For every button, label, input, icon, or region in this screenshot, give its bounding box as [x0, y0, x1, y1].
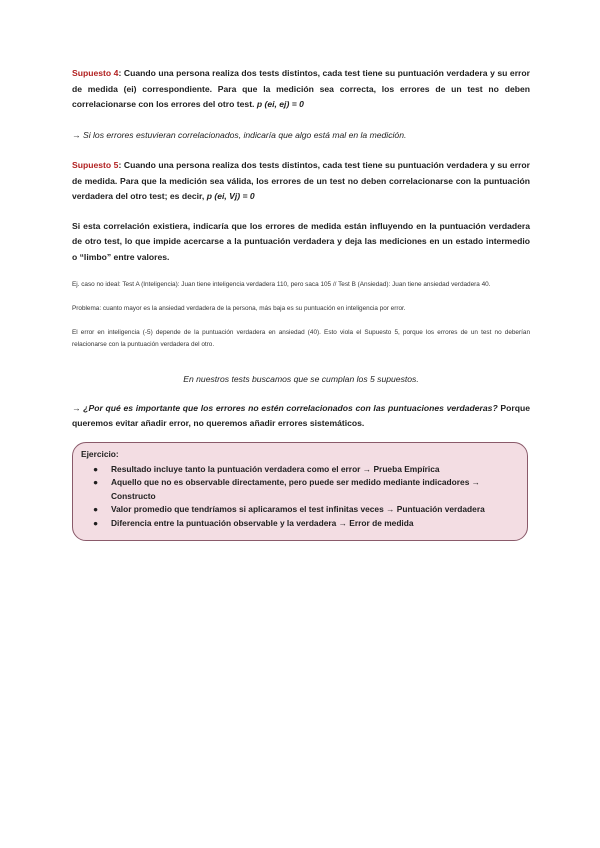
answer-text: Porque queremos evitar añadir error, no queremos añadir errores sistemáticos.	[72, 402, 530, 428]
exercise-list	[81, 463, 519, 531]
supuesto-5-formula: p (ei, Vj) = 0	[204, 191, 255, 201]
centered-statement: En nuestros tests buscamos que se cumplan los 5 supuestos.	[183, 374, 419, 384]
question-paragraph	[72, 401, 530, 432]
question-text: → ¿Por qué es importante que los errores no estén correlacionados con las puntuaciones verdaderas?	[72, 402, 498, 413]
supuesto-4-label: Supuesto 4	[72, 68, 119, 78]
example-case: Ej. caso no ideal: Test A (Inteligencia): Juan tiene inteligencia verdadera 110, pero saca 105 // Test B (Ansiedad): Juan tiene ansiedad verdadera 40.	[72, 281, 491, 288]
exercise-box	[72, 442, 528, 542]
exercise-title: Ejercicio:	[81, 448, 119, 459]
bullet-icon: ●	[93, 477, 99, 487]
correlation-explanation: Si esta correlación existiera, indicaría que los errores de medida están influyendo en la puntuación verdadera de otro test, lo que impide acercarse a la puntuación verdadera y deja las mediciones en un estado intermedio o “limbo” entre valores.	[72, 220, 530, 262]
supuesto-4-paragraph	[72, 66, 530, 113]
example-problem: Problema: cuanto mayor es la ansiedad verdadera de la persona, más baja es su puntuación en inteligencia por error.	[72, 305, 406, 312]
list-item: ● Resultado incluye tanto la puntuación verdadera como el error → Prueba Empírica	[111, 463, 519, 477]
list-item: ● Aquello que no es observable directamente, pero puede ser medido mediante indicadores → Constructo	[93, 477, 481, 501]
supuesto-4-formula: p (ei, ej) = 0	[254, 99, 304, 109]
supuesto-5-paragraph	[72, 158, 530, 205]
list-item: ● Diferencia entre la puntuación observable y la verdadera → Error de medida	[111, 517, 519, 531]
supuesto-5-text: : Cuando una persona realiza dos tests distintos, cada test tiene su puntuación verdadera y su error de medida. Para que la medición sea válida, los errores de un test no deben correlacionarse con la puntuación verdadera del otro test; es decir,	[72, 160, 530, 201]
document-page	[72, 66, 530, 541]
bullet-icon: ●	[93, 504, 99, 514]
list-item: ● Valor promedio que tendríamos si aplicaramos el test infinitas veces → Puntuación verdadera	[111, 503, 519, 517]
example-violation: El error en inteligencia (-5) depende de la puntuación verdadera en ansiedad (40). Esto viola el Supuesto 5, porque los errores de un test no deberían relacionarse con la puntuación verdadera del otro.	[72, 329, 530, 348]
supuesto-5-label: Supuesto 5	[72, 160, 119, 170]
bullet-icon: ●	[93, 517, 99, 528]
supuesto-4-text: : Cuando una persona realiza dos tests distintos, cada test tiene su puntuación verdadera y su error de medida (ei) correspondiente. Para que la medición sea correcta, los errores de un test no deben correlacionarse con los errores del otro test.	[72, 68, 530, 109]
bullet-icon: ●	[93, 463, 99, 474]
note-correlated-errors: → Si los errores estuvieran correlacionados, indicaría que algo está mal en la medición.	[72, 129, 407, 140]
